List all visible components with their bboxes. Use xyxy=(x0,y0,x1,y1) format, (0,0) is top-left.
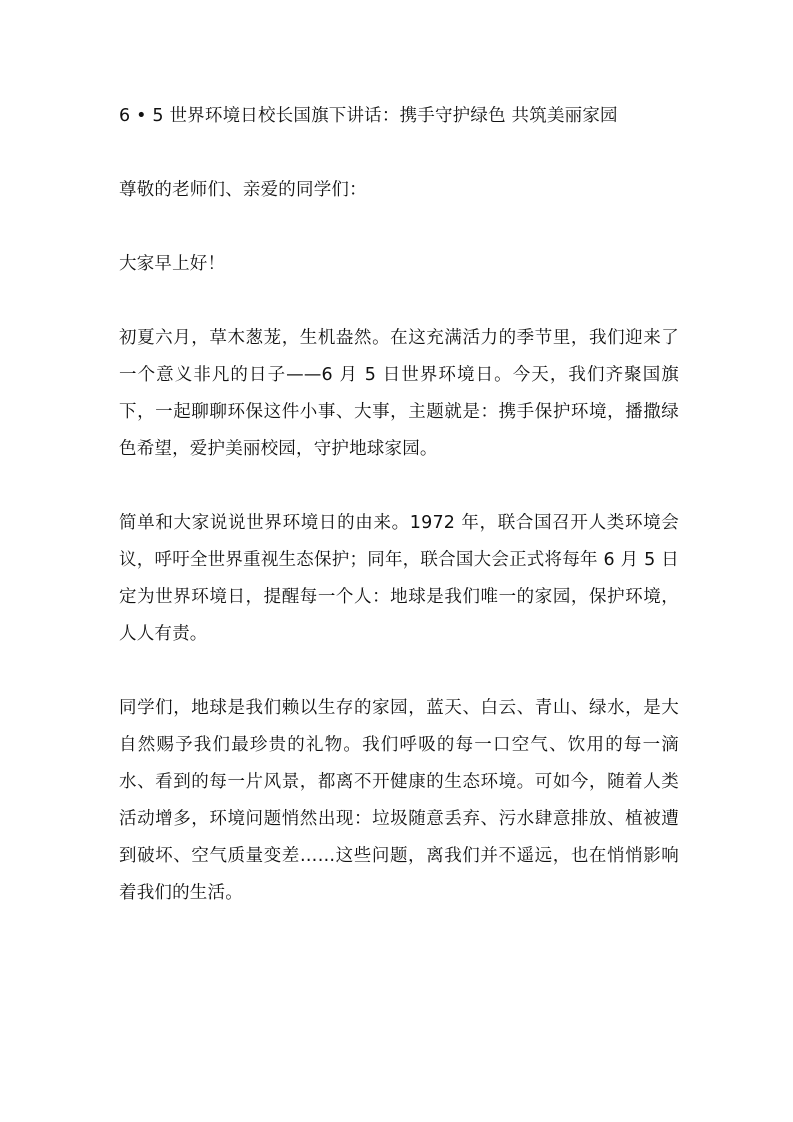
paragraph-intro: 初夏六月，草木葱茏，生机盎然。在这充满活力的季节里，我们迎来了一个意义非凡的日子——6 月 5 日世界环境日。今天，我们齐聚国旗下，一起聊聊环保这件小事、大事，主题就是：携手保护环境，播撒绿色希望，爱护美丽校园，守护地球家园。 xyxy=(119,328,679,459)
document-body xyxy=(119,98,679,912)
greeting: 大家早上好！ xyxy=(119,254,226,274)
document-title: 6 • 5 世界环境日校长国旗下讲话：携手守护绿色 共筑美丽家园 xyxy=(119,106,618,126)
paragraph-environment: 同学们，地球是我们赖以生存的家园，蓝天、白云、青山、绿水，是大自然赐予我们最珍贵的礼物。我们呼吸的每一口空气、饮用的每一滴水、看到的每一片风景，都离不开健康的生态环境。可如今，随着人类活动增多，环境问题悄然出现：垃圾随意丢弃、污水肆意排放、植被遭到破坏、空气质量变差……这些问题，离我们并不遥远，也在悄悄影响着我们的生活。 xyxy=(119,698,679,903)
salutation: 尊敬的老师们、亲爱的同学们： xyxy=(119,180,367,200)
paragraph-origin: 简单和大家说说世界环境日的由来。1972 年，联合国召开人类环境会议，呼吁全世界重视生态保护；同年，联合国大会正式将每年 6 月 5 日定为世界环境日，提醒每一个人：地球是我们唯一的家园，保护环境，人人有责。 xyxy=(119,513,679,644)
